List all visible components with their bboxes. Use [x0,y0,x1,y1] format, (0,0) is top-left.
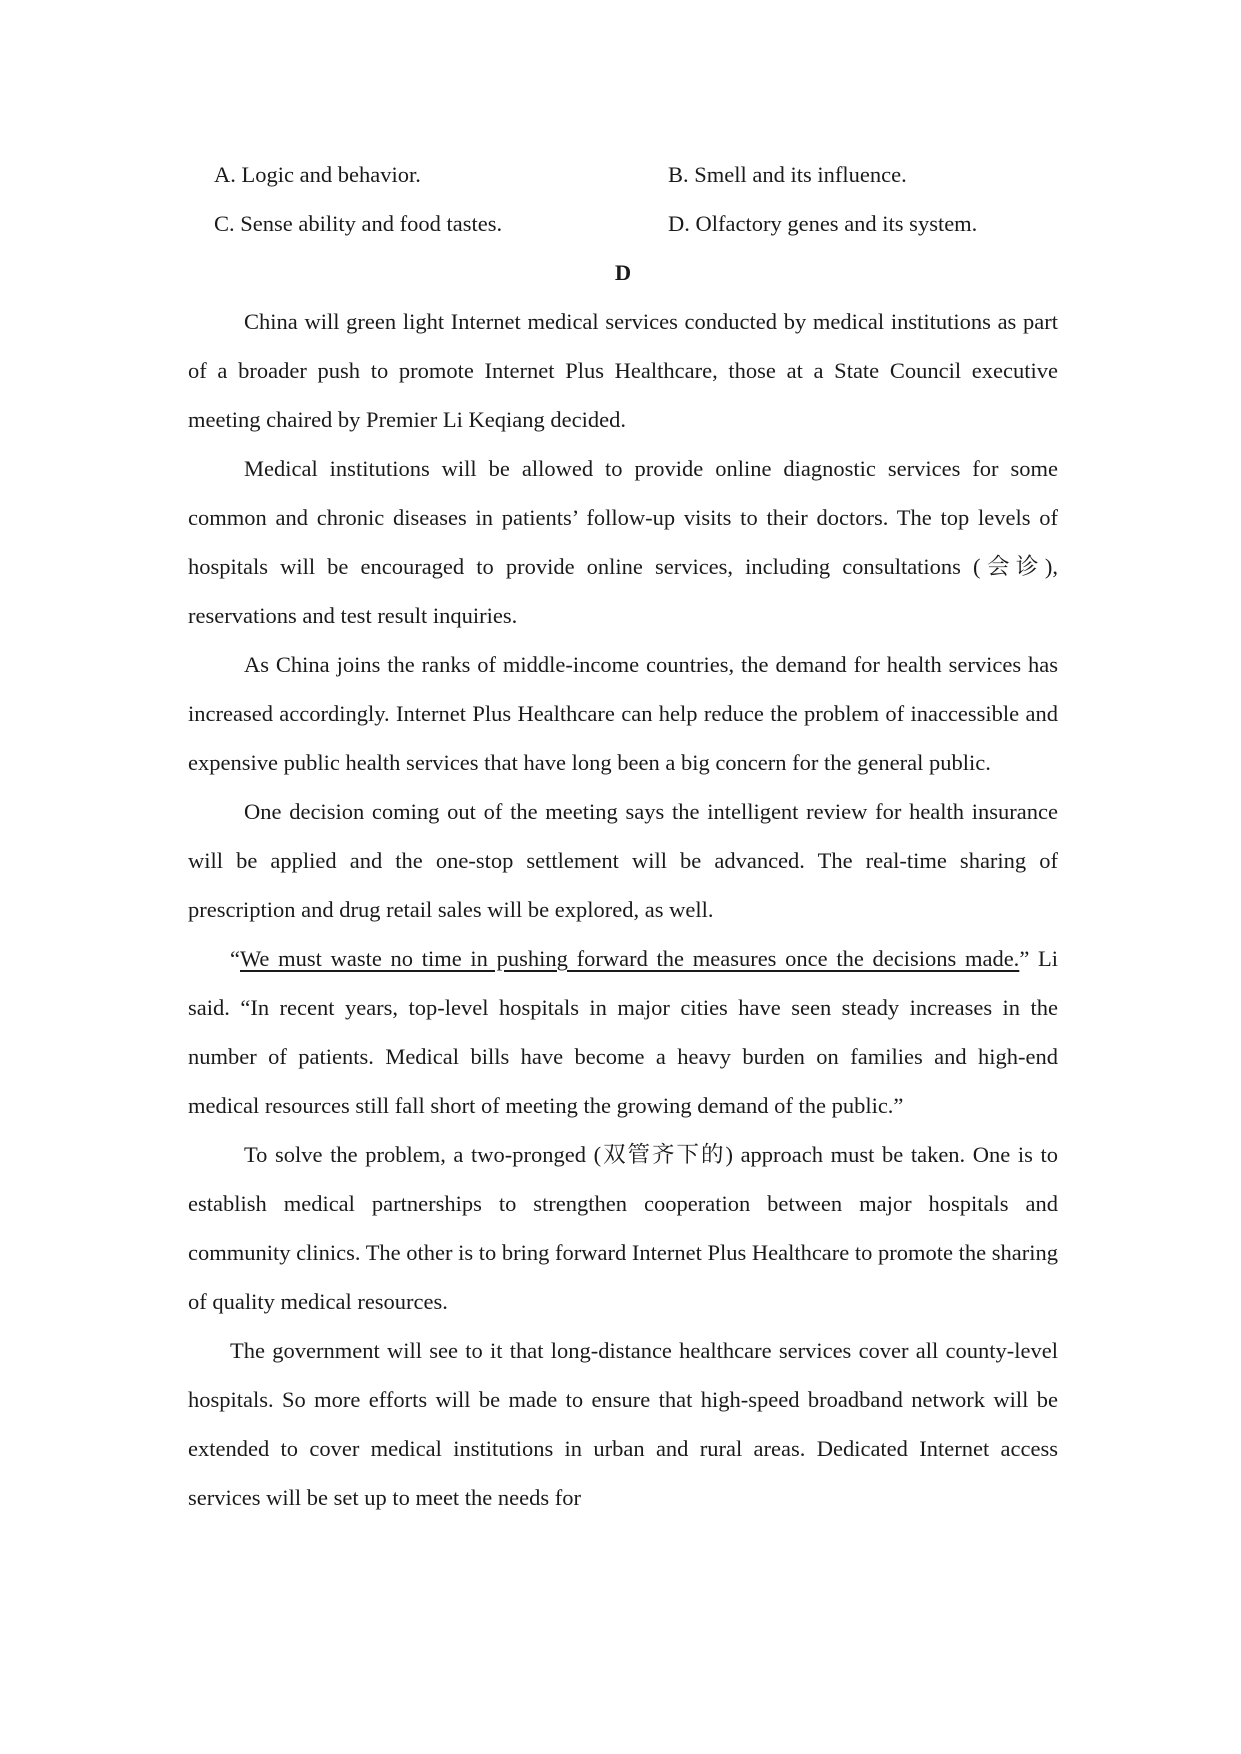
section-heading: D [614,260,632,285]
underlined-sentence: We must waste no time in pushing forward the measures once the decisions made. [240,946,1020,971]
paragraph-3: As China joins the ranks of middle-income countries, the demand for health services has increased accordingly. Internet Plus Healthcare can help reduce the problem of inaccessible and expensive public health services that have long been a big concern for the general public. [188,652,1058,775]
document-page [188,150,1058,1522]
option-c: C. Sense ability and food tastes. [214,211,503,236]
option-b: B. Smell and its influence. [668,162,907,187]
option-d: D. Olfactory genes and its system. [668,211,978,236]
paragraph-2: Medical institutions will be allowed to provide online diagnostic services for some common and chronic diseases in patients’ follow-up visits to their doctors. The top levels of hospitals will be encouraged to provide online services, including consultations (会诊), reservations and test result inquiries. [188,456,1058,628]
open-quote: “ [230,946,240,971]
paragraph-5 [188,934,1058,1130]
paragraph-7: The government will see to it that long-distance healthcare services cover all county-level hospitals. So more efforts will be made to ensure that high-speed broadband network will be extended to cover medical institutions in urban and rural areas. Dedicated Internet access services will be set up to meet the needs for [188,1338,1058,1510]
paragraph-1: China will green light Internet medical services conducted by medical institutions as part of a broader push to promote Internet Plus Healthcare, those at a State Council executive meeting chaired by Premier Li Keqiang decided. [188,309,1058,432]
paragraph-5-rest: ” Li said. “In recent years, top-level hospitals in major cities have seen steady increases in the number of patients. Medical bills have become a heavy burden on families and high-end medical resources still fall short of meeting the growing demand of the public.” [188,946,1059,1118]
paragraph-4: One decision coming out of the meeting says the intelligent review for health insurance will be applied and the one-stop settlement will be advanced. The real-time sharing of prescription and drug retail sales will be explored, as well. [188,799,1058,922]
paragraph-6: To solve the problem, a two-pronged (双管齐下的) approach must be taken. One is to establish medical partnerships to strengthen cooperation between major hospitals and community clinics. The other is to bring forward Internet Plus Healthcare to promote the sharing of quality medical resources. [188,1142,1058,1314]
option-a: A. Logic and behavior. [214,162,421,187]
answer-options [188,150,1058,248]
